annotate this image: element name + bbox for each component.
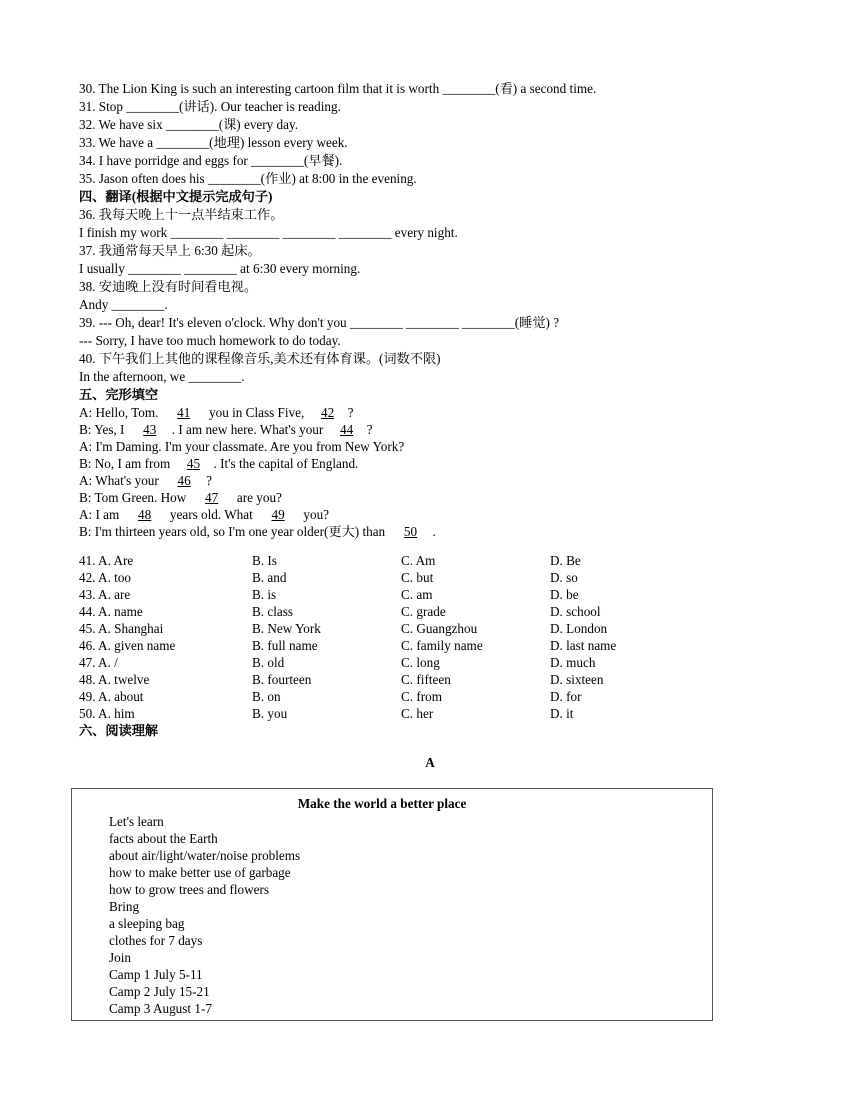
question-34: 34. I have porridge and eggs for ________(早餐). (79, 153, 343, 168)
option-c: C. her (401, 706, 434, 721)
option-b: B. old (252, 655, 285, 670)
question-38-answer: Andy ________. (79, 297, 168, 312)
dialogue-line: A: I'm Daming. I'm your classmate. Are you from New York? (79, 439, 405, 454)
blank-46: 46 (177, 473, 191, 488)
option-c: C. grade (401, 604, 446, 619)
option-b: B. on (252, 689, 281, 704)
passage-label: A (425, 755, 435, 770)
dialogue-line: B: I'm thirteen years old, so I'm one year older(更大) than 50 . (79, 524, 436, 539)
dialogue-line: A: Hello, Tom. 41 you in Class Five, 42 ? (79, 405, 354, 420)
option-c: C. from (401, 689, 443, 704)
option-b: B. Is (252, 553, 277, 568)
option-d: D. Be (550, 553, 581, 568)
option-b: B. you (252, 706, 288, 721)
option-row (79, 637, 779, 654)
question-block (79, 80, 779, 540)
option-a: 49. A. about (79, 689, 144, 704)
blank-41: 41 (177, 405, 191, 420)
option-d: D. for (550, 689, 582, 704)
option-d: D. much (550, 655, 596, 670)
blank-43: 43 (143, 422, 157, 437)
question-30: 30. The Lion King is such an interesting cartoon film that it is worth ________(看) a second time. (79, 81, 597, 96)
blank-48: 48 (138, 507, 152, 522)
option-d: D. sixteen (550, 672, 604, 687)
question-39-prompt: 39. --- Oh, dear! It's eleven o'clock. Why don't you ________ ________ ________(睡觉) ? (79, 315, 560, 330)
dialogue-line: B: Yes, I 43 . I am new here. What's your 44 ? (79, 422, 373, 437)
options-grid (79, 552, 779, 722)
dialogue-line: B: No, I am from 45 . It's the capital of England. (79, 456, 359, 471)
option-b: B. and (252, 570, 287, 585)
notice-line: how to make better use of garbage (109, 865, 291, 880)
option-a: 46. A. given name (79, 638, 176, 653)
notice-line: Camp 1 July 5-11 (109, 967, 203, 982)
blank-49: 49 (271, 507, 285, 522)
option-b: B. is (252, 587, 277, 602)
reading-notice-box (71, 788, 713, 1021)
question-36-prompt: 36. 我每天晚上十一点半结束工作。 (79, 207, 284, 222)
option-c: C. am (401, 587, 433, 602)
option-row (79, 688, 779, 705)
option-d: D. it (550, 706, 574, 721)
question-37-prompt: 37. 我通常每天早上 6:30 起床。 (79, 243, 261, 258)
notice-line: clothes for 7 days (109, 933, 203, 948)
option-c: C. fifteen (401, 672, 451, 687)
question-33: 33. We have a ________(地理) lesson every week. (79, 135, 348, 150)
notice-line: Bring (109, 899, 140, 914)
option-row (79, 620, 779, 637)
option-row (79, 705, 779, 722)
option-row (79, 603, 779, 620)
notice-line: a sleeping bag (109, 916, 185, 931)
question-38-prompt: 38. 安迪晚上没有时间看电视。 (79, 279, 258, 294)
notice-line: Join (109, 950, 131, 965)
blank-50: 50 (403, 524, 418, 539)
question-40-prompt: 40. 下午我们上其他的课程像音乐,美术还有体育课。(词数不限) (79, 351, 441, 366)
section-4-heading: 四、翻译(根据中文提示完成句子) (79, 189, 273, 204)
option-d: D. London (550, 621, 608, 636)
notice-line: Let's learn (109, 814, 164, 829)
option-row (79, 654, 779, 671)
option-b: B. full name (252, 638, 318, 653)
option-c: C. Am (401, 553, 436, 568)
notice-line: Camp 2 July 15-21 (109, 984, 210, 999)
question-35: 35. Jason often does his ________(作业) at 8:00 in the evening. (79, 171, 417, 186)
option-a: 48. A. twelve (79, 672, 150, 687)
option-c: C. but (401, 570, 434, 585)
option-c: C. Guangzhou (401, 621, 478, 636)
blank-42: 42 (320, 405, 335, 420)
option-row (79, 552, 779, 569)
question-40-answer: In the afternoon, we ________. (79, 369, 245, 384)
option-d: D. last name (550, 638, 617, 653)
notice-lines (109, 813, 300, 1017)
question-39-reply: --- Sorry, I have too much homework to do today. (79, 333, 341, 348)
question-36-answer: I finish my work ________ ________ ________ ________ every night. (79, 225, 458, 240)
section-5-heading: 五、完形填空 (79, 387, 159, 402)
question-37-answer: I usually ________ ________ at 6:30 every morning. (79, 261, 361, 276)
option-d: D. school (550, 604, 601, 619)
option-c: C. long (401, 655, 440, 670)
option-c: C. family name (401, 638, 483, 653)
dialogue-line: B: Tom Green. How 47 are you? (79, 490, 282, 505)
dialogue-line: A: I am 48 years old. What 49 you? (79, 507, 330, 522)
dialogue-line: A: What's your 46 ? (79, 473, 212, 488)
option-b: B. New York (252, 621, 321, 636)
blank-45: 45 (186, 456, 201, 471)
option-row (79, 569, 779, 586)
section-6-heading: 六、阅读理解 (79, 723, 159, 738)
option-b: B. fourteen (252, 672, 312, 687)
question-32: 32. We have six ________(课) every day. (79, 117, 299, 132)
question-31: 31. Stop ________(讲话). Our teacher is reading. (79, 99, 341, 114)
option-b: B. class (252, 604, 294, 619)
notice-title: Make the world a better place (297, 796, 467, 811)
option-a: 47. A. / (79, 655, 118, 670)
blank-47: 47 (204, 490, 219, 505)
notice-line: about air/light/water/noise problems (109, 848, 301, 863)
option-a: 43. A. are (79, 587, 131, 602)
notice-line: how to grow trees and flowers (109, 882, 270, 897)
option-row (79, 586, 779, 603)
notice-line: facts about the Earth (109, 831, 218, 846)
option-a: 45. A. Shanghai (79, 621, 164, 636)
option-a: 42. A. too (79, 570, 132, 585)
notice-line: Camp 3 August 1-7 (109, 1001, 212, 1016)
option-a: 44. A. name (79, 604, 143, 619)
option-d: D. so (550, 570, 578, 585)
option-a: 41. A. Are (79, 553, 134, 568)
option-d: D. be (550, 587, 579, 602)
option-row (79, 671, 779, 688)
option-a: 50. A. him (79, 706, 135, 721)
blank-44: 44 (340, 422, 354, 437)
